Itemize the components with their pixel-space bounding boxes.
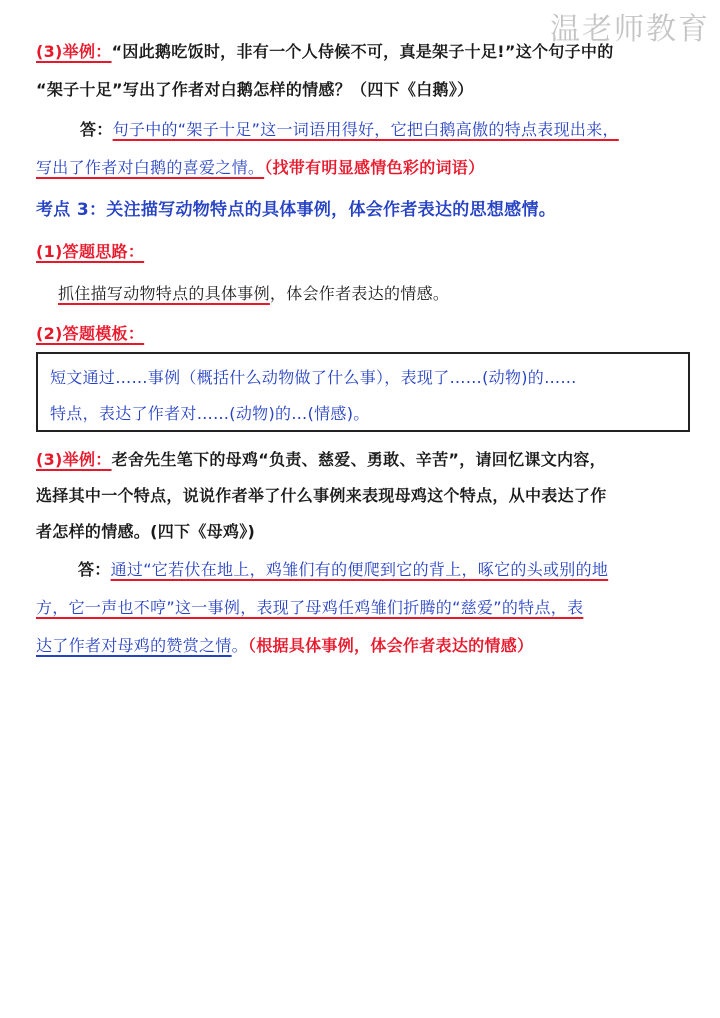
thinking-label-line <box>36 240 696 264</box>
example1-question-text1: “因此鹅吃饭时，非有一个人侍候不可，真是架子十足!”这个句子中的 <box>111 42 614 61</box>
thinking-label: (1)答题思路： <box>36 242 145 261</box>
example2-answer-line2 <box>36 596 696 620</box>
template-line1: 短文通过……事例（概括什么动物做了什么事），表现了……(动物)的…… <box>50 368 577 387</box>
example1-answer-line2 <box>36 156 696 180</box>
example2-answer-text2: 方，它一声也不哼”这一事例，表现了母鸡任鸡雏们折腾的“慈爱”的特点，表 <box>36 598 584 617</box>
example2-question-text1: 老舍先生笔下的母鸡“负责、慈爱、勇敢、辛苦”，请回忆课文内容， <box>111 450 606 469</box>
example2-question-text2: 选择其中一个特点，说说作者举了什么事例来表现母鸡这个特点，从中表达了作 <box>36 486 607 505</box>
example2-answer-label: 答： <box>78 560 111 579</box>
thinking-underlined-text: 抓住描写动物特点的具体事例 <box>58 284 270 303</box>
example1-answer-text1: 句子中的“架子十足”这一词语用得好，它把白鹅高傲的特点表现出来， <box>112 120 619 139</box>
example2-question-text3: 者怎样的情感。(四下《母鸡》) <box>36 522 256 541</box>
template-box <box>36 352 690 432</box>
example2-question-line3 <box>36 520 696 544</box>
example2-question-line2 <box>36 484 696 508</box>
example2-answer-line1 <box>78 558 696 582</box>
example1-answer-line1 <box>80 118 696 142</box>
example1-answer-text2: 写出了作者对白鹅的喜爱之情。 <box>36 158 265 177</box>
example1-answer-label: 答： <box>80 120 113 139</box>
example1-question-line1 <box>36 40 696 64</box>
example2-question-line1 <box>36 448 696 472</box>
example2-answer-text1: 通过“它若伏在地上，鸡雏们有的便爬到它的背上，啄它的头或别的地 <box>110 560 609 579</box>
example2-answer-text3: 达了作者对母鸡的赞赏之情 <box>36 636 232 655</box>
example2-tag: (3)举例： <box>36 450 112 469</box>
thinking-text-line <box>58 282 696 306</box>
example2-answer-note: （根据具体事例，体会作者表达的情感） <box>247 636 534 655</box>
template-label: (2)答题模板： <box>36 324 145 343</box>
template-line2: 特点，表达了作者对……(动物)的…(情感)。 <box>50 404 370 423</box>
watermark: 温老师教育 <box>550 12 710 47</box>
example1-question-line2 <box>36 78 696 102</box>
example1-answer-note: （找带有明显感情色彩的词语） <box>264 158 485 177</box>
example2-answer-line3 <box>36 634 696 658</box>
template-label-line <box>36 322 696 346</box>
example1-tag: (3)举例： <box>36 42 112 61</box>
example1-question-text2: “架子十足”写出了作者对白鹅怎样的情感？（四下《白鹅》） <box>36 80 474 99</box>
example2-answer-text3-end: 。 <box>231 636 248 655</box>
point3-title: 考点 3：关注描写动物特点的具体事例，体会作者表达的思想感情。 <box>36 200 557 220</box>
thinking-rest-text: ，体会作者表达的情感。 <box>269 284 450 303</box>
